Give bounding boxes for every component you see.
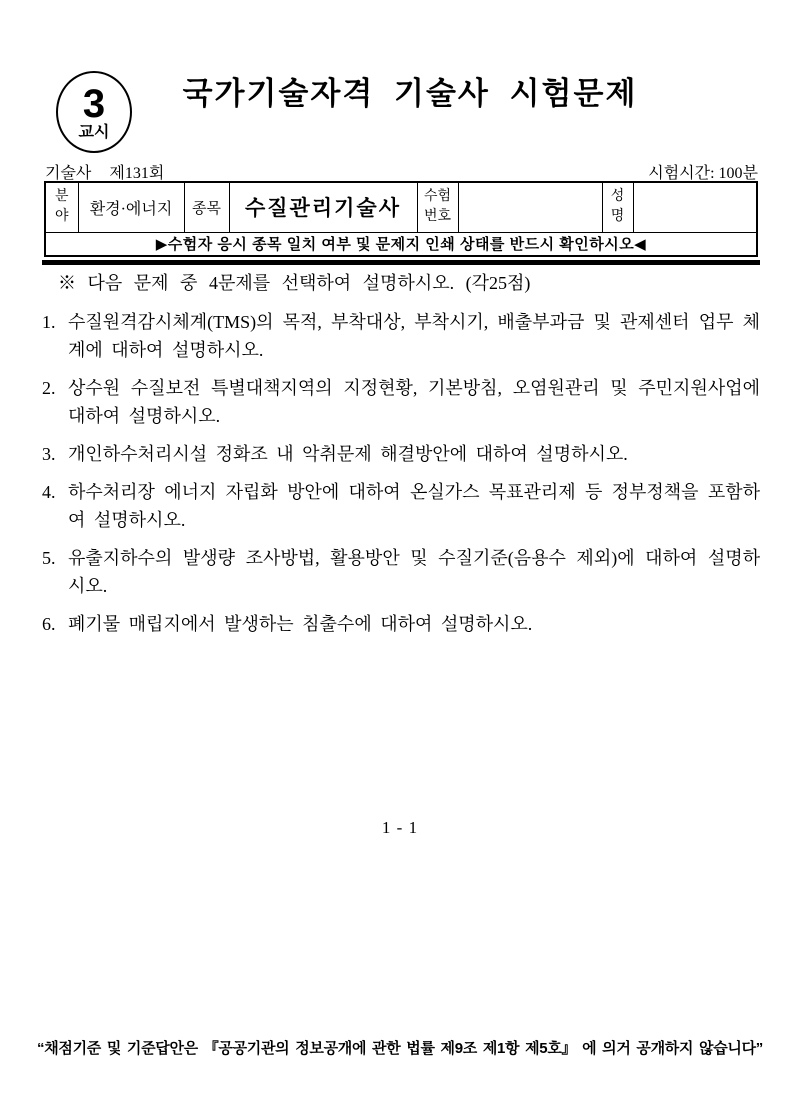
footer-disclaimer: “채점기준 및 기준답안은 『공공기관의 정보공개에 관한 법률 제9조 제1항 제5호』 에 의거 공개하지 않습니다” [37,1040,763,1057]
question-number: 3. [42,444,56,464]
exam-number-blank-cell [458,182,602,232]
notice-text: ▶수험자 응시 종목 일치 여부 및 문제지 인쇄 상태를 반드시 확인하시오◀ [45,232,757,256]
question-text: 폐기물 매립지에서 발생하는 침출수에 대하여 설명하시오. [68,614,533,634]
question-item-6 [42,610,760,638]
session-number: 3 [82,81,106,126]
candidate-info-table [44,181,758,257]
question-number: 1. [42,312,56,332]
exam-time-label: 시험시간: 100분 [648,165,758,182]
candidate-info-row [45,182,757,232]
exam-info-line [45,160,758,183]
question-text: 유출지하수의 발생량 조사방법, 활용방안 및 수질기준(음용수 제외)에 대하여 설명하시오. [68,548,760,596]
question-number: 5. [42,548,56,568]
subject-value-cell: 수질관리기술사 [229,182,417,232]
field-label-cell [45,182,78,232]
field-value-cell: 환경·에너지 [78,182,184,232]
question-number: 6. [42,614,56,634]
subject-label-cell: 종목 [184,182,229,232]
divider-rule [42,260,760,265]
question-text: 수질원격감시체계(TMS)의 목적, 부착대상, 부착시기, 배출부과금 및 관제센터 업무 체계에 대하여 설명하시오. [68,312,760,360]
question-number: 4. [42,482,56,502]
exam-number-label-cell [417,182,458,232]
page-title: 국가기술자격 기술사 시험문제 [182,76,638,111]
question-item-5 [42,544,760,600]
exam-instruction: ※ 다음 문제 중 4문제를 선택하여 설명하시오. (각25점) [58,273,531,293]
name-label-cell [602,182,633,232]
question-item-2 [42,374,760,430]
question-text: 하수처리장 에너지 자립화 방안에 대하여 온실가스 목표관리제 등 정부정책을 포함하여 설명하시오. [68,482,760,530]
question-list [42,308,760,648]
notice-row [45,232,757,256]
question-text: 개인하수처리시설 정화조 내 악취문제 해결방안에 대하여 설명하시오. [68,444,628,464]
page-number: 1 - 1 [381,818,419,837]
question-text: 상수원 수질보전 특별대책지역의 지정현황, 기본방침, 오염원관리 및 주민지원사업에 대하여 설명하시오. [68,378,760,426]
exam-round-label: 제131회 [109,165,165,182]
field-label: 분야 [54,189,69,225]
name-label: 성명 [610,189,625,225]
question-item-3 [42,440,760,468]
name-blank-cell [633,182,757,232]
exam-number-label: 수험번호 [423,189,452,225]
session-label: 교시 [78,123,110,141]
question-item-1 [42,308,760,364]
question-number: 2. [42,378,56,398]
exam-type-label: 기술사 [45,165,92,182]
question-item-4 [42,478,760,534]
